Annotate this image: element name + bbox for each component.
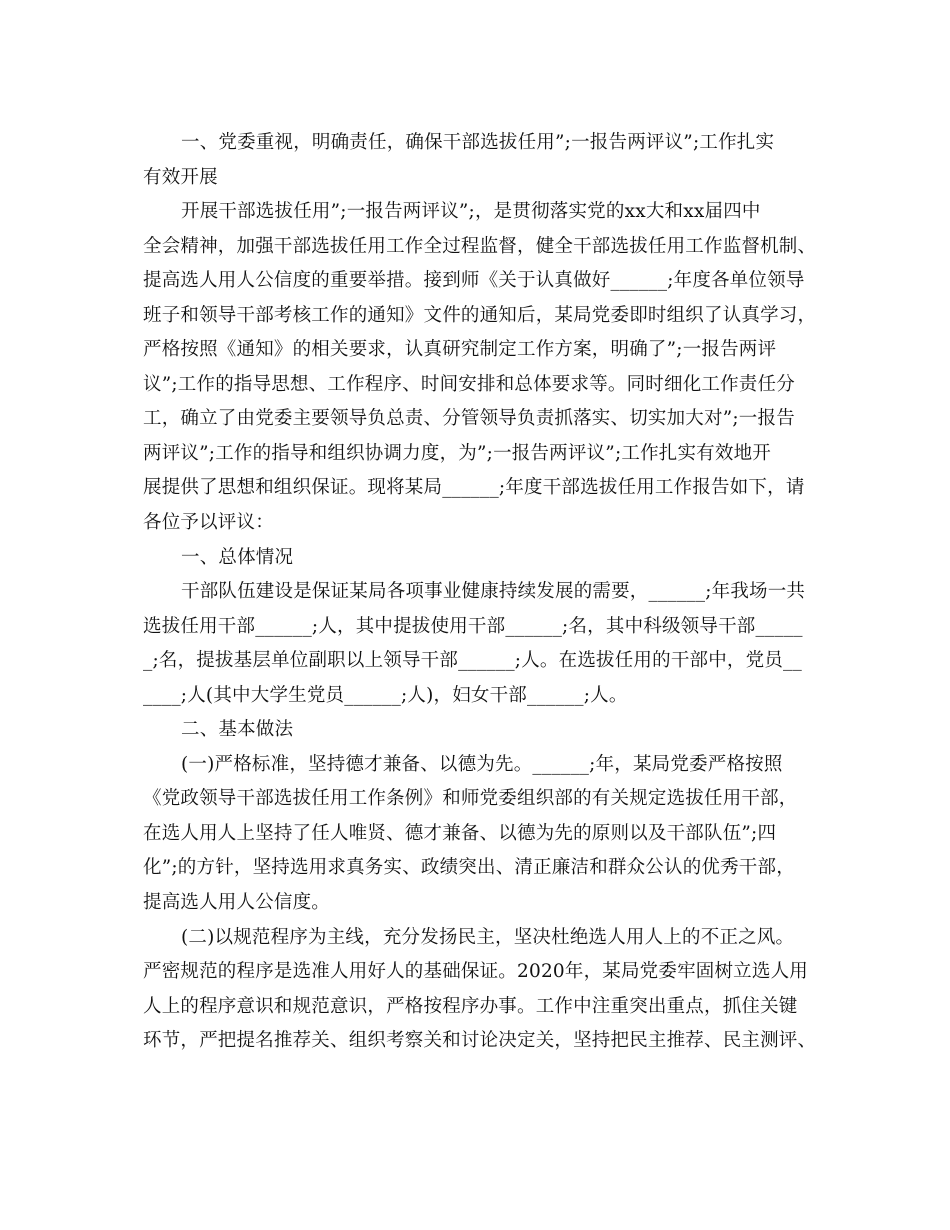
document-body: [143, 126, 817, 1059]
text-line: 环节，严把提名推荐关、组织考察关和讨论决定关，坚持把民主推荐、民主测评、: [143, 1030, 817, 1052]
text-line: 工，确立了由党委主要领导负总责、分管领导负责抓落实、切实加大对”;一报告: [143, 408, 795, 430]
text-line: 二、基本做法: [181, 719, 294, 741]
text-line: 一、党委重视，明确责任，确保干部选拔任用”;一报告两评议”;工作扎实: [181, 132, 775, 153]
text-line: 全会精神，加强干部选拔任用工作全过程监督，健全干部选拔任用工作监督机制、: [143, 235, 817, 257]
text-line: _;名，提拔基层单位副职以上领导干部______;人。在选拔任用的干部中，党员__: [143, 650, 802, 672]
text-line: (二)以规范程序为主线，充分发扬民主，坚决杜绝选人用人上的不正之风。: [181, 926, 795, 948]
text-line: 提高选人用人公信度的重要举措。接到师《关于认真做好______;年度各单位领导: [143, 270, 805, 292]
text-line: 议”;工作的指导思想、工作程序、时间安排和总体要求等。同时细化工作责任分: [143, 373, 795, 395]
text-line: 化”;的方针，坚持选用求真务实、政绩突出、清正廉洁和群众公认的优秀干部，: [143, 857, 795, 879]
text-line: ____;人(其中大学生党员______;人)，妇女干部______;人。: [143, 684, 628, 706]
text-line: 各位予以评议：: [143, 512, 274, 534]
text-line: 人上的程序意识和规范意识，严格按程序办事。工作中注重突出重点，抓住关键: [143, 995, 798, 1017]
text-line: 在选人用人上坚持了任人唯贤、德才兼备、以德为先的原则以及干部队伍”;四: [143, 822, 777, 844]
text-line: 班子和领导干部考核工作的通知》文件的通知后，某局党委即时组织了认真学习，: [143, 304, 817, 326]
text-line: 提高选人用人公信度。: [143, 892, 331, 914]
text-line: 开展干部选拔任用”;一报告两评议”;，是贯彻落实党的xx大和xx届四中: [181, 201, 761, 223]
text-line: 两评议”;工作的指导和组织协调力度，为”;一报告两评议”;工作扎实有效地开: [143, 442, 771, 464]
text-line: 展提供了思想和组织保证。现将某局______;年度干部选拔任用工作报告如下，请: [143, 477, 805, 499]
text-line: (一)严格标准，坚持德才兼备、以德为先。______;年，某局党委严格按照: [181, 753, 783, 775]
text-line: 干部队伍建设是保证某局各项事业健康持续发展的需要，______;年我场一共: [181, 581, 806, 603]
text-line: 有效开展: [143, 166, 218, 188]
text-line: 《党政领导干部选拔任用工作条例》和师党委组织部的有关规定选拔任用干部，: [143, 788, 798, 810]
text-line: 一、总体情况: [181, 546, 294, 568]
text-line: 严密规范的程序是选准人用好人的基础保证。2020年，某局党委牢固树立选人用: [143, 961, 808, 983]
text-line: 选拔任用干部______;人，其中提拔使用干部______;名，其中科级领导干部_____: [143, 615, 803, 637]
text-line: 严格按照《通知》的相关要求，认真研究制定工作方案，明确了”;一报告两评: [143, 339, 777, 361]
